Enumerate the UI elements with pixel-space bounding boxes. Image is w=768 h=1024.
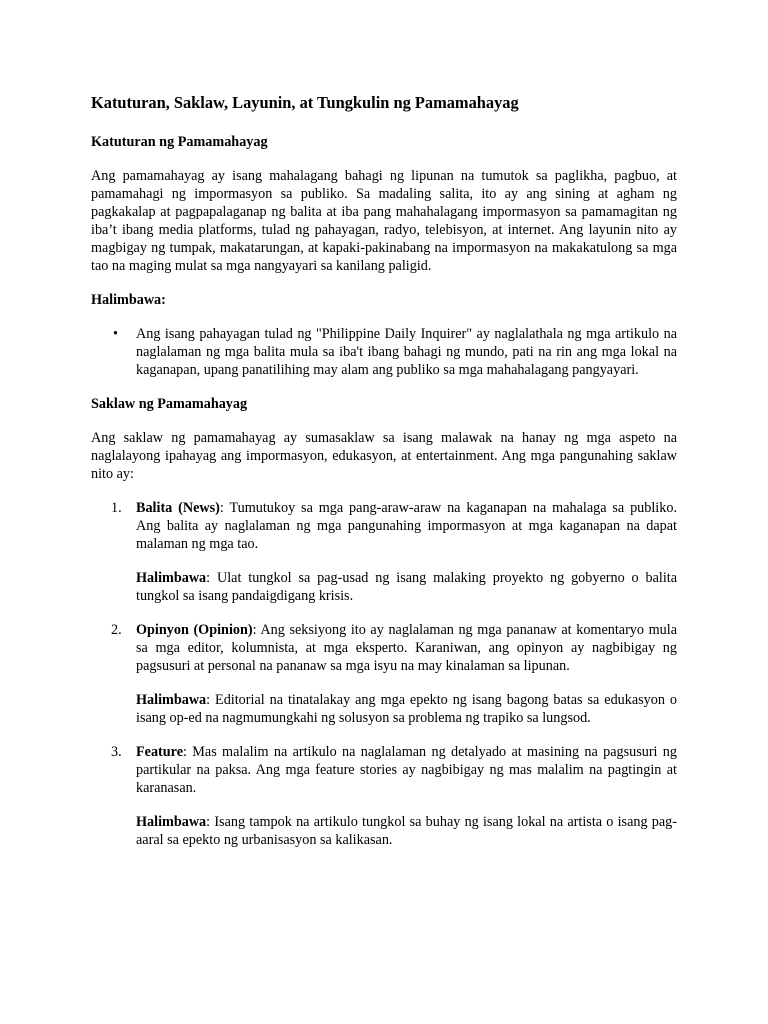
- item-term: Opinyon (Opinion): [136, 622, 253, 638]
- list-item: [91, 325, 677, 379]
- example-label: Halimbawa: [136, 570, 207, 586]
- example-text: : Editorial na tinatalakay ang mga epekto ng isang bagong batas sa edukasyon o isang op-ed na nagmumungkahi ng solusyon sa problema ng trapiko sa lungsod.: [136, 692, 677, 726]
- item-term: Balita (News): [136, 500, 220, 516]
- item-description-text: : Tumutukoy sa mga pang-araw-araw na kaganapan na mahalaga sa publiko. Ang balita ay naglalaman ng mga pangunahing impormasyon at mga kaganapan na dapat malaman ng mga tao.: [136, 500, 677, 552]
- section-heading-saklaw: Saklaw ng Pamamahayag: [91, 396, 248, 412]
- document-content: [91, 93, 677, 865]
- item-example: [136, 569, 677, 605]
- saklaw-intro: Ang saklaw ng pamamahayag ay sumasaklaw sa isang malawak na hanay ng mga aspeto na naglalayong ipahayag ang impormasyon, edukasyon, at entertainment. Ang mga pangunahing saklaw nito ay:: [91, 430, 677, 482]
- example-text: : Ulat tungkol sa pag-usad ng isang malaking proyekto ng gobyerno o balita tungkol sa isang pandaigdigang krisis.: [136, 570, 677, 604]
- saklaw-list: [91, 499, 677, 849]
- example-bullet-text: Ang isang pahayagan tulad ng "Philippine Daily Inquirer" ay naglalathala ng mga artikulo na naglalaman ng mga balita mula sa iba't ibang bahagi ng mundo, pati na rin ang mga lokal na kaganapan, upang panatilihing may alam ang publiko sa mga mahahalagang pangyayari.: [136, 326, 677, 378]
- example-label: Halimbawa: [136, 814, 207, 830]
- item-example: [136, 813, 677, 849]
- item-example: [136, 691, 677, 727]
- item-description-text: : Ang seksiyong ito ay naglalaman ng mga pananaw at komentaryo mula sa mga editor, kolumnista, at mga eksperto. Karaniwan, ang opinyon ay nagbibigay ng pagsusuri at personal na pananaw sa mga isyu na may kinalaman sa lipunan.: [136, 622, 677, 674]
- list-item: [91, 499, 677, 605]
- item-description-text: : Mas malalim na artikulo na naglalaman ng detalyado at masining na pagsusuri ng partikular na paksa. Ang mga feature stories ay nagbibigay ng mas malalim na pagtingin at karanasan.: [136, 744, 677, 796]
- bullet-marker: •: [113, 326, 118, 342]
- list-item: [91, 621, 677, 727]
- list-item: [91, 743, 677, 849]
- item-number: 1.: [111, 500, 122, 516]
- section-heading-katuturan: Katuturan ng Pamamahayag: [91, 134, 268, 150]
- example-label: Halimbawa: [136, 692, 207, 708]
- item-description: [136, 743, 677, 797]
- item-number: 2.: [111, 622, 122, 638]
- item-description: [136, 621, 677, 675]
- item-description: [136, 499, 677, 553]
- item-number: 3.: [111, 744, 122, 760]
- example-heading: Halimbawa:: [91, 292, 166, 308]
- katuturan-paragraph: Ang pamamahayag ay isang mahalagang bahagi ng lipunan na tumutok sa paglikha, pagbuo, at pamamahagi ng impormasyon sa publiko. Sa madaling salita, ito ay ang sining at agham ng pagkakalap at pagpapalaganap ng balita at iba pang mahahalagang impormasyon sa pamamagitan ng iba’t ibang media platforms, tulad ng pahayagan, radyo, telebisyon, at internet. Ang layunin nito ay magbigay ng tumpak, makatarungan, at kapaki-pakinabang na impormasyon na makakatulong sa mga tao na maging mulat sa mga nangyayari sa kanilang paligid.: [91, 168, 677, 274]
- document-title: Katuturan, Saklaw, Layunin, at Tungkulin ng Pamamahayag: [91, 93, 519, 112]
- example-text: : Isang tampok na artikulo tungkol sa buhay ng isang lokal na artista o isang pag-aaral sa epekto ng urbanisasyon sa kalikasan.: [136, 814, 677, 848]
- example-bullet-list: [91, 325, 677, 379]
- item-term: Feature: [136, 744, 184, 760]
